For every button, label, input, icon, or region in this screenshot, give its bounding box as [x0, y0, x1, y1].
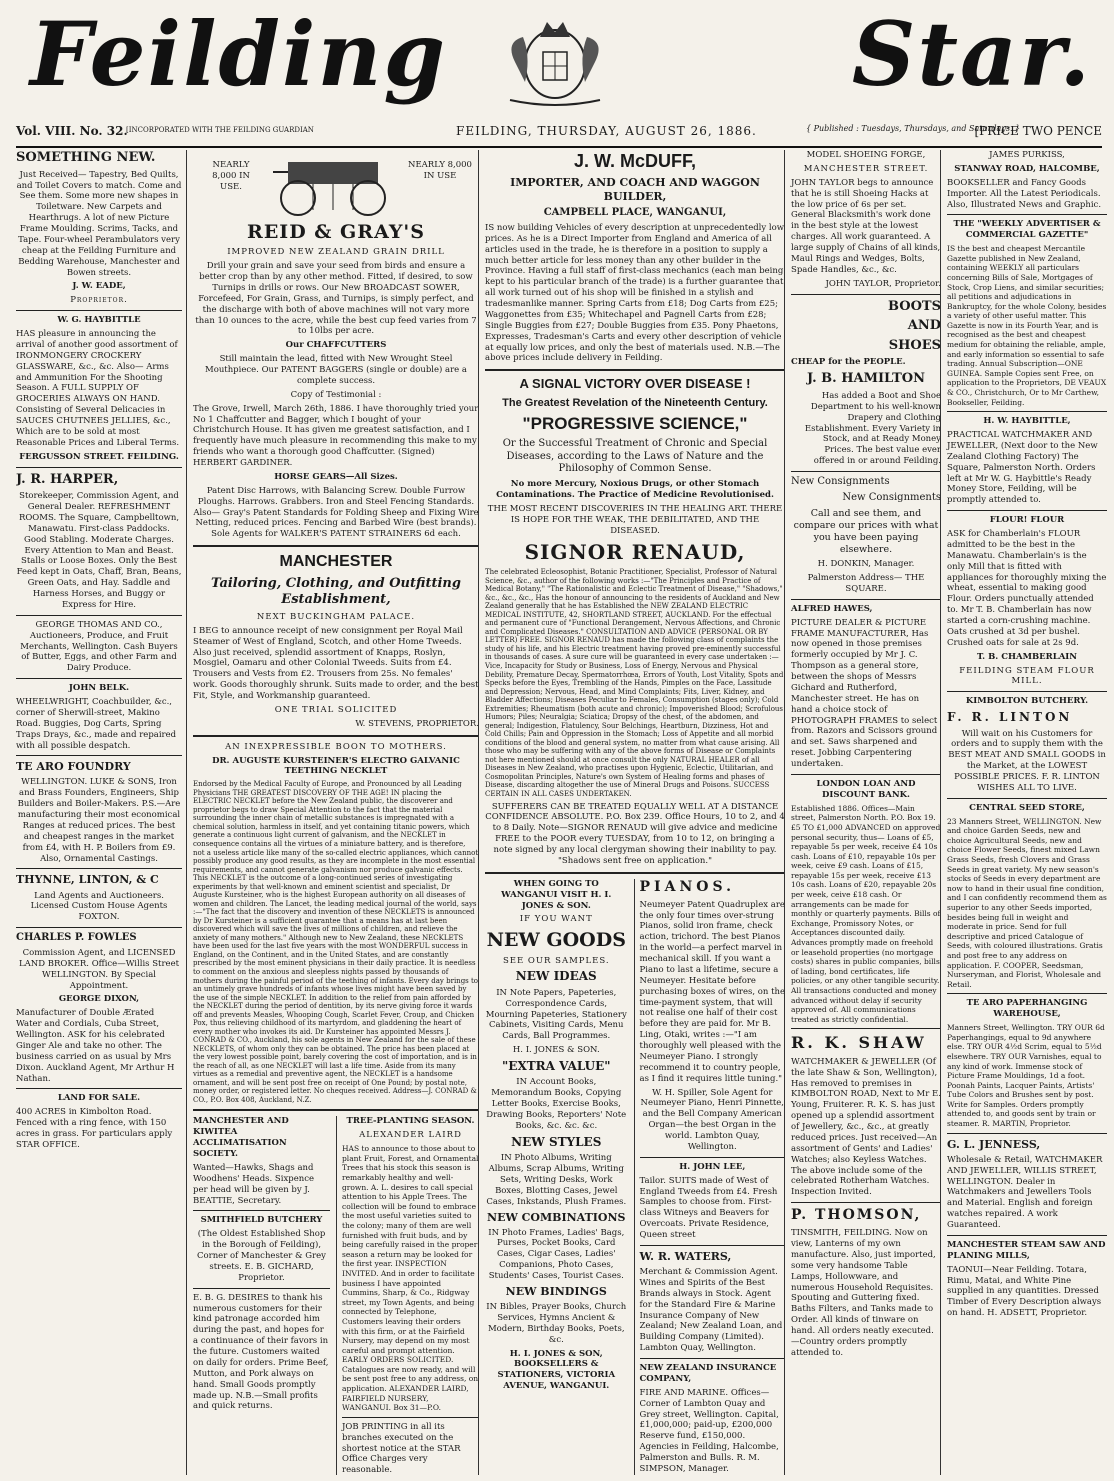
- bottom-ads-left: [193, 1116, 330, 1475]
- chaff-heading: Our CHAFFCUTTERS: [285, 340, 387, 351]
- haybittle-address: FERGUSSON STREET. FEILDING.: [19, 451, 179, 462]
- harper-name: J. R. HARPER,: [16, 471, 119, 487]
- gichard-body: E. B. G. DESIRES to thank his numerous customers for their kind patronage accorded him during the past, and hopes for a continuance of their favors in the future. Customers waited on daily for orders. Prime Beef, Mutton, and Pork always on hand. Small Goods promptly made up. N.B.—Small profits and quick returns.: [193, 1292, 329, 1412]
- pianos-body: Neumeyer Patent Quadruplex are the only four times over-strung Pianos, solid iron frame, check action, trichord. The best Pianos in the world—a perfect marvel in mechanical skill. If you want a Piano to last a lifetime, secure a Neumeyer. Hesitate before purchasing boxes of wires, on the time-payment system, that will not realise one half of their cost before they are paid for. Mr B. Ling, Otaki, writes :—"I am thoroughly well pleased with the Neumeyer Piano. I strongly recommend it to country people, as I find it requires little tuning.": [639, 899, 785, 1084]
- dateline-bar: [16, 118, 1102, 148]
- eade-proprietor: Proprietor.: [70, 295, 128, 306]
- jones-new-goods: NEW GOODS: [486, 929, 626, 952]
- forge-heading: MODEL SHOEING FORGE,: [806, 150, 926, 160]
- eade-body: Just Received— Tapestry, Bed Quilts, and Toilet Covers to match. Come and See them. Some more new shapes in Toiletware. New Carpets and Hearthrugs. A lot of new Picture Frame Moulding. Scrims, Tacks, and Tape. Four-wheel Perambulators very cheap at the Feilding Furniture and Bedding Warehouse, Manchester and Bowen streets.: [16, 169, 182, 278]
- piano-column: [634, 879, 785, 1475]
- forge-address: MANCHESTER STREET.: [803, 163, 929, 174]
- renaud-body: The celebrated Ecleosophist, Botanic Practitioner, Specialist, Professor of Natural Science, &c., author of the following works :—"The Principles and Practice of Medical Botany," "The Rationalistic and Eclectic Treatment of Disease," "Shadows," &c., &c., &c., Has the honour of announcing to the residents of Auckland and New Zealand generally that he has Established the NEW ZEALAND ELECTRIC MEDICAL INSTITUTE, 42, SHORTLAND STREET, AUCKLAND. For the effectual and permanent cure of "Functional Derangement, Nervous Affections, and Chronic and Complicated Diseases." CONSULTATION AND ADVICE (PERSONAL OR BY LETTER) FREE. SIGNOR RENAUD has made the following class of complaints the study of his life, and his Electric treatment having proved pre-eminently successful in thousands of cases. A sure cure will be guaranteed in every case undertaken :—Vice, Incapacity for Study or Business, Loss of Energy, Nervous and Physical Debility, Premature Decay, Spermatorrhœa, Errors of Youth, Lost Vitality, Spots and Specks before the Eyes, Trembling of the Hands, Pimples on the Face, Lassitude and Depression; Nervous, Head, and Mind Complaints; Fits, Liver, Kidney, and Bladder Affections; Diseases Peculiar to Females, Consumption (stages only); Cold Extremities; Rheumatism (both acute and chronic); Impoverished Blood; Scrofulous Humors; Piles; Neuralgia; Sciatica; Dropsy of the chest, of the abdomen, and general; Indigestion, Flatulency, Sour Belchings, Heartburn, Dizziness, Hot and Cold Chills; Pain and Oppression in the Stomach; Loss of Appetite and all morbid conditions of the blood and general system, no matter from what cause arising. All those who may be suffering with any of the above forms of Disease or Complaints not here mentioned should at once consult the only NATURAL HEALER of all Diseases in New Zealand, who practises upon Hygienic, Eclectic, Utilitarian, and Cosmopolitan Principles, Nature's own System of Healing forms and phases of Disease, discarding altogether the use of Mineral Drugs and Poisons. SUCCESS CERTAIN IN ALL CASES UNDERTAKEN.: [485, 568, 784, 798]
- belk-advert: [16, 683, 182, 751]
- flour-heading: FLOUR! FLOUR: [989, 515, 1065, 526]
- in-use-left: NEARLY 8,000 IN USE.: [212, 160, 250, 192]
- flour-signature: T. B. CHAMBERLAIN: [976, 651, 1078, 662]
- shoes-word: SHOES: [888, 337, 941, 353]
- bindings-heading: NEW BINDINGS: [505, 1284, 607, 1298]
- donkin-address: Palmerston Address— THE SQUARE.: [807, 573, 925, 594]
- shaw-heading: R. K. SHAW: [791, 1033, 927, 1053]
- boots-word: BOOTS: [888, 298, 941, 314]
- flour-body: ASK for Chamberlain's FLOUR admitted to be the best in the Manawatu. Chamberlain's is the only Mill that is fitted with appliances for thoroughly mixing the wheat, essential to making good Flour. Orders punctually attended to. Mr T. B. Chamberlain has now started a corn-crushing machine. Oats crushed at 3d per bushel. Crushed oats for sale at 2s 9d.: [947, 529, 1107, 648]
- jones-advert: [485, 879, 628, 1475]
- royal-crest-icon: [485, 2, 625, 112]
- hwh-body: PRACTICAL WATCHMAKER AND JEWELLER, (Next door to the New Zealand Clothing Factory) The Square, Palmerston North. Orders left at Mr W. G. Haybittle's Ready Money Store, Feilding, will be promptly attended to.: [947, 430, 1098, 506]
- combo-heading: NEW COMBINATIONS: [487, 1210, 626, 1224]
- pianos-heading: PIANOS.: [639, 878, 735, 895]
- hawes-heading: ALFRED HAWES,: [791, 603, 873, 614]
- haybittle-body: HAS pleasure in announcing the arrival of another good assortment of IRONMONGERY CROCKERY GLASSWARE, &c., &c. Also— Arms and Ammunition For the Shooting Season. A FULL SUPPLY OF GROCERIES ALWAYS ON HAND. Consisting of Several Delicacies in SAUCES CHUTNEES JELLIES, &c., Which are to be sold at most Reasonable Prices and Liberal Terms.: [16, 329, 180, 448]
- foundry-heading: TE ARO FOUNDRY: [16, 760, 131, 774]
- victory-subheading: The Greatest Revelation of the Nineteenth Century.: [502, 396, 768, 409]
- mcduff-body: IS now building Vehicles of every description at unprecedentedly low prices. As he is a Direct Importer from England and America of all articles used in the trade, he is therefore in a position to supply a much better article for less money than any other builder in the Province. Having a full staff of first-class mechanics (each man being kept to his particular branch of the trade) is a further guarantee that all work turned out of his shop will be finished in a stylish and tradesmanlike manner. Spring Carts from £18; Dog Carts from £25; Waggonettes from £35; Whitechapel and Pagnell Carts from £28; Single Buggies from £27; Double Buggies from £35. Pony Phaetons, Expresses, Tradesman's Carts and every other description of vehicle at equally low prices, and only the best of materials used. N.B.—The above prices include delivery in Feilding.: [485, 222, 785, 364]
- reid-body: Drill your grain and save your seed from birds and ensure a better crop than by any other method. Fitted, if desired, to sow Turnips in drills or rows. Our New BROADCAST SOWER, Forcefeed, For Grain, Grass, and Turnips, is simply perfect, and the discharge with both of above machines will not vary more than 10 ounces to the acre, while the best cup feed varies from 7 to 10lbs per acre.: [195, 261, 477, 337]
- ideas-heading: NEW IDEAS: [515, 969, 597, 984]
- column-2: [186, 150, 479, 1475]
- tree-heading: TREE-PLANTING SEASON.: [346, 1116, 475, 1127]
- incorporated-note: [INCORPORATED WITH THE FEILDING GUARDIAN: [126, 126, 314, 134]
- nzins-heading: NEW ZEALAND INSURANCE COMPANY,: [639, 1363, 777, 1384]
- linton-body: Will wait on his Customers for orders and to supply them with the BEST MEAT AND SMALL GOODS in the Market, at the LOWEST POSSIBLE PRICES. F. R. LINTON WISHES ALL TO LIVE.: [948, 728, 1106, 793]
- dixon-body: Manufacturer of Double Ærated Water and Cordials, Cuba Street, Wellington. ASK for his celebrated Ginger Ale and take no other. The business carried on as usual by Mrs Dixon. Auckland Agent, Mr Arthur H Nathan.: [16, 1008, 175, 1084]
- haybittle-advert: [16, 315, 182, 462]
- donkin-body: Call and see them, and compare our prices with what you have been paying elsewhere.: [793, 507, 939, 556]
- masthead-title-left: Feilding: [30, 2, 447, 106]
- jenness-heading: G. L. JENNESS,: [947, 1137, 1041, 1151]
- gazette-body: IS the best and cheapest Mercantile Gazette published in New Zealand, containing WEEKLY all particulars concerning Bills of Sale, Mortgages of Stock, Crop Liens, and similar securities; all petitions and adjudications in Bankruptcy, for the whole Colony, besides a variety of other useful matter. This Gazette is now in its Fourth Year, and is recognised as the best and cheapest medium for obtaining the reliable, ample, and early information so essential to safe trading. Annual Subscription—ONE GUINEA. Sample Copies sent Free, on application to the Proprietors, DE VEAUX & CO., Christchurch, Or to Mr Carthew, Bookseller, Feilding.: [947, 244, 1107, 407]
- styles-heading: NEW STYLES: [511, 1134, 602, 1149]
- sawmill-heading: MANCHESTER STEAM SAW AND PLANING MILLS,: [947, 1239, 1106, 1261]
- fowles-heading: CHARLES P. FOWLES: [16, 932, 137, 944]
- science-heading: "PROGRESSIVE SCIENCE,": [522, 414, 748, 434]
- bindings-body: IN Bibles, Prayer Books, Church Services, Hymns Ancient & Modern, Birthday Books, Poets, &c.: [486, 1302, 627, 1345]
- jones-final: H. I. JONES & SON, BOOKSELLERS & STATIONERS, VICTORIA AVENUE, WANGANUI.: [497, 1348, 616, 1392]
- kiwitea-heading: MANCHESTER AND KIWITEA ACCLIMATISATION SOCIETY.: [193, 1116, 289, 1160]
- cheap-line: CHEAP for the PEOPLE.: [791, 357, 906, 368]
- and-word: AND: [907, 318, 941, 334]
- seed-heading: CENTRAL SEED STORE,: [969, 802, 1085, 813]
- science-more: No more Mercury, Noxious Drugs, or other Stomach Contaminations. The Practice of Medicine Revolutionised.: [496, 479, 774, 501]
- waters-body: Merchant & Commission Agent. Wines and Spirits of the Best Brands always in Stock. Agent for the Standard Fire & Marine Insurance Company of New Zealand; New Zealand Loan, and Building Company (Limited). Lambton Quay, Wellington.: [639, 1267, 783, 1354]
- reid-subheading: IMPROVED NEW ZEALAND GRAIN DRILL: [227, 247, 445, 258]
- forge-body: JOHN TAYLOR begs to announce that he is still Shoeing Hacks at the low price of 6s per set. General Blacksmith's work done in the best style at the lowest charges. All work guaranteed. A large supply of Chains of all kinds, Maul Rings and Wedges, Bolts, Spade Handles, &c., &c.: [791, 177, 941, 275]
- thomas-advert: GEORGE THOMAS AND CO., Auctioneers, Produce, and Fruit Merchants, Wellington. Cash Buyers of Butter, Eggs, and other Farm and Dairy Produce.: [20, 619, 178, 674]
- testimonial-body: The Grove, Irwell, March 26th, 1886. I have thoroughly tried your No 1 Chaffcutter and Bagger, which I bought of your Christchurch House. It has given me greatest satisfaction, and I frequently have much pleasure in recommending this make to my friends who want a thorough good Chaffcutter. (Signed) HERBERT GARDINER.: [193, 403, 479, 469]
- column-4: [784, 150, 941, 1475]
- loan-heading: LONDON LOAN AND DISCOUNT BANK.: [816, 778, 916, 800]
- grain-drill-figure: [193, 150, 479, 220]
- manchester-heading: MANCHESTER: [279, 553, 393, 571]
- mcduff-heading: J. W. McDUFF,: [573, 151, 696, 171]
- victory-heading: A SIGNAL VICTORY OVER DISEASE !: [519, 376, 751, 392]
- lee-body: Tailor. SUITS made of West of England Tweeds from £4. Fresh Samples to choose from. First-class Witneys and Beavers for Overcoats. Private Residence, Queen street: [639, 1175, 778, 1241]
- linton-heading: KIMBOLTON BUTCHERY.: [965, 696, 1089, 707]
- testimonial-heading: Copy of Testimonial :: [290, 389, 382, 400]
- donkin-signature: H. DONKIN, Manager.: [817, 559, 915, 570]
- manchester-address: NEXT BUCKINGHAM PALACE.: [256, 611, 416, 622]
- shaw-body: WATCHMAKER & JEWELLER (Of the late Shaw & Son, Wellington), Has removed to premises in KIMBOLTON ROAD, Next to Mr E. Young, Fruiterer. R. K. S. has just opened up a splendid assortment of Jewellery, &c., &c., at greatly reduced prices. Just received—An assortment of Gents' and Ladies' Watches; also Keyless Watches. The above include some of the celebrated Rotherham Watches. Inspection Invited.: [791, 1056, 941, 1198]
- fowles-body: Commission Agent, and LICENSED LAND BROKER. Office—Willis Street WELLINGTON. By Special Appointment.: [18, 947, 180, 991]
- eade-signature: J. W. EADE,: [72, 281, 126, 292]
- jones-signature: H. I. JONES & SON.: [512, 1045, 600, 1056]
- science-discoveries: THE MOST RECENT DISCOVERIES IN THE HEALING ART. THERE IS HOPE FOR THE WEAK, THE DEBILITATED, AND THE DISEASED.: [487, 503, 783, 536]
- bottom-ads-right: [336, 1116, 479, 1475]
- styles-body: IN Photo Albums, Writing Albums, Scrap Albums, Writing Sets, Writing Desks, Work Boxes, Blotting Cases, Jewel Cases, Inkstands, Plush Frames.: [486, 1153, 627, 1207]
- seed-body: 23 Manners Street, WELLINGTON. New and choice Garden Seeds, new and choice Agricultural Seeds, new and choice Flower Seeds, finest mixed Lawn Grass Seeds, fresh Clovers and Grass Seeds in great variety. My new season's stocks of Seeds in every department are now to hand in their usual fine condition, and I can confidently recommend them as superior to any other Seeds imported, besides being full in weight and moderate in price. Send for full descriptive and priced Catalogue of Seeds, with coloured illustrations. Gratis and post free to any address on application. F. COOPER, Seedsman, Nurseryman, and Florist, Wholesale and Retail.: [947, 816, 1107, 989]
- masthead-title-right: Star.: [851, 2, 1092, 106]
- masthead: [0, 0, 1114, 118]
- flour-mill: FEILDING STEAM FLOUR MILL.: [959, 665, 1095, 687]
- column-3: [478, 150, 785, 1475]
- linton-name: F. R. LINTON: [947, 710, 1073, 725]
- dixon-name: GEORGE DIXON,: [58, 994, 140, 1005]
- in-use-right: NEARLY 8,000 IN USE: [408, 160, 472, 181]
- eade-heading: SOMETHING NEW.: [16, 150, 156, 165]
- renaud-heading: SIGNOR RENAUD,: [524, 539, 746, 564]
- hamilton-name: J. B. HAMILTON: [806, 371, 926, 387]
- grain-drill-icon: [268, 150, 398, 218]
- mcduff-subheading: IMPORTER, AND COACH AND WAGGON BUILDER,: [510, 176, 760, 204]
- manchester-signature: W. STEVENS, PROPRIETOR.: [355, 718, 479, 729]
- printing-body: JOB PRINTING in all its branches executed on the shortest notice at the STAR Office Charges very reasonable.: [342, 1421, 461, 1475]
- gazette-heading: THE "WEEKLY ADVERTISER & COMMERCIAL GAZETTE": [953, 219, 1101, 241]
- bottom-ads-row: [193, 1116, 479, 1475]
- jenness-body: Wholesale & Retail, WATCHMAKER AND JEWELLER, WILLIS STREET, WELLINGTON. Dealer in Watchmakers and Jewellers Tools and Material. English and foreign watches repaired. A work Guaranteed.: [947, 1154, 1103, 1230]
- manchester-body: I BEG to announce receipt of new consignment per Royal Mail Steamer of West of England, Scotch, and other Home Tweeds. Also just received, splendid assortment of Knapps, Roslyn, Mosgiel, Oamaru and other Colonial Tweeds. Suits from £4. Trousers and Vests from £2. Trousers from 25s. No females' work. Goods thoroughly shrunk. Suits made to order, and the best Fit, Style, and Workmanship guaranteed.: [193, 625, 479, 702]
- gears-body: Patent Disc Harrows, with Balancing Screw. Double Furrow Ploughs. Harrows. Grabbers. Iron and Steel Fencing Standards. Also— Gray's Patent Standards for Folding Sheep and Fixing Wire Netting, reduced prices. Fencing and Barbed Wire (best brands). Sole Agents for WALKER'S PATENT STRAINERS 6d each.: [193, 485, 479, 540]
- dateline: FEILDING, THURSDAY, AUGUST 26, 1886.: [456, 124, 757, 138]
- belk-name: JOHN BELK.: [68, 683, 130, 694]
- jones-samples: SEE OUR SAMPLES.: [502, 955, 610, 966]
- sawmill-body: TAONUI—Near Feilding. Totara, Rimu, Matai, and White Pine supplied in any quantities. Dressed Timber of Every Description always on hand. H. ADSETT, Proprietor.: [947, 1264, 1102, 1319]
- nzins-body: FIRE AND MARINE. Offices—Corner of Lambton Quay and Grey street, Wellington. Capital, £1,000,000; paid-up, £200,000 Reserve fund, £150,000. Agencies in Feilding, Halcombe, Palmerston and Bulls. R. M. SIMPSON, Manager.: [639, 1387, 779, 1474]
- land-body: 400 ACRES in Kimbolton Road. Fenced with a ring fence, with 150 acres in grass. For particulars apply STAR OFFICE.: [16, 1107, 173, 1150]
- jones-want: IF YOU WANT: [519, 914, 593, 925]
- volume-number: Vol. VIII. No. 32.: [16, 124, 128, 138]
- forge-signature: JOHN TAYLOR, Proprietor.: [825, 278, 941, 289]
- purkiss-body: BOOKSELLER and Fancy Goods Importer. All the Latest Periodicals. Also, Illustrated News and Graphic.: [947, 177, 1102, 210]
- land-heading: LAND FOR SALE.: [57, 1093, 141, 1104]
- necklet-title: DR. AUGUSTE KURSTEINER'S ELECTRO GALVANIC TEETHING NECKLET: [212, 755, 460, 777]
- hamilton-body: Has added a Boot and Shoe Department to his well-known Drapery and Clothing Establishment. Every Variety in Stock, and at Ready Money Prices. The best value ever offered in or around Feilding.: [804, 390, 941, 467]
- gears-heading: HORSE GEARS—All Sizes.: [274, 471, 398, 482]
- harper-advert: [16, 472, 182, 611]
- publication-days: { Published : Tuesdays, Thursdays, and Saturdays. }: [806, 124, 1021, 133]
- hawes-body: PICTURE DEALER & PICTURE FRAME MANUFACTURER, Has now opened in those premises formerly occupied by Mr J. C. Thompson as a general store, between the shops of Messrs Gichard and Rutherford, Manchester street. He has on hand a choice stock of PHOTOGRAPH FRAMES to select from. Razors and Scissors ground and set. Saws sharpened and reset. Jobbing Carpentering undertaken.: [791, 617, 938, 770]
- belk-body: WHEELWRIGHT, Coachbuilder, &c., corner of Sherwill-street, Makino Road. Buggies, Dog Carts, Spring Traps Drays, &c., made and repaired with all possible despatch.: [16, 697, 177, 751]
- purkiss-address: STANWAY ROAD, HALCOMBE,: [954, 163, 1100, 174]
- tree-name: ALEXANDER LAIRD: [359, 1130, 462, 1141]
- foundry-advert: [16, 760, 182, 864]
- ideas-body: IN Note Papers, Papeteries, Correspondence Cards, Mourning Papeteries, Stationery Cabinets, Visiting Cards, Menu Cards, Ball Programmes.: [485, 987, 627, 1042]
- paper-body: Manners Street, Wellington. TRY OUR 6d Paperhangings, equal to 9d anywhere else. TRY OUR 4½d Scrim, equal to 5½d elsewhere. TRY OUR Varnishes, equal to any kind of work. Immense stock of Picture Frame Mouldings, 1d a foot. Poonah Paints, Lacquer Paints, Artists' Tube Colors and Brushes sent by post. Write for Samples. Orders promptly attended to, and goods sent by train or steamer. R. MARTIN, Proprietor.: [947, 1023, 1105, 1129]
- thynne-heading: THYNNE, LINTON, & C: [16, 873, 159, 887]
- renaud-footer: SUFFERERS CAN BE TREATED EQUALLY WELL AT A DISTANCE CONFIDENCE ABSOLUTE. P.O. Box 239. Office Hours, 10 to 2, and 4 to 8 Daily. Note—SIGNOR RENAUD will give advice and medicine FREE to the POOR every TUESDAY, from 10 to 12, on bringing a note signed by any local clergyman showing their inability to pay. "Shadows sent free on application.": [485, 801, 785, 866]
- jones-heading: WHEN GOING TO WANGANUI VISIT H. I. JONES & SON.: [501, 878, 612, 911]
- manchester-trial: ONE TRIAL SOLICITED: [274, 704, 398, 715]
- donkin-heading: New Consignments: [791, 476, 890, 487]
- spiller-signature: W. H. Spiller, Sole Agent for Neumeyer Piano, Henri Pinnette, and the Bell Company American Organ—the best Organ in the world. Lambton Quay, Wellington.: [640, 1087, 785, 1152]
- butchery-body: (The Oldest Established Shop in the Borough of Feilding), Corner of Manchester & Grey streets. E. B. GICHARD, Proprietor.: [197, 1229, 326, 1283]
- eade-advert: [16, 150, 182, 306]
- extra-body: IN Account Books, Memorandum Books, Copying Letter Books, Exercise Books, Drawing Books, Reporters' Note Books, &c. &c. &c.: [486, 1077, 627, 1131]
- thomson-body: TINSMITH, FEILDING. Now on view, Lanterns of my own manufacture. Also, just imported, some very handsome Table Lamps, Hollowware, and numerous Household Requisites. Spouting and Guttering fixed. Baths Filters, and Tanks made to Order. All kinds of tinware on hand. All orders neatly executed.—Country orders promptly attended to.: [791, 1228, 936, 1358]
- donkin-heading-2: New Consignments: [842, 491, 941, 503]
- price: [PRICE TWO PENCE: [974, 124, 1102, 138]
- thomson-heading: P. THOMSON,: [791, 1207, 922, 1224]
- necklet-heading: AN INEXPRESSIBLE BOON TO MOTHERS.: [225, 741, 447, 752]
- loan-body: Established 1886. Offices—Main street, Palmerston North. P.O. Box 19. £5 TO £1,000 ADVANCED on approved personal security, thus— Loans of £5, repayable 5s per week, receive £4 10s cash. Loans of £10, repayable 10s per week, ceive £9 cash. Loans of £15, repayable 15s per week, receive £13 10s cash. Loans of £20, repayable 20s per week, ceive £18 cash. Or arrangements can be made for monthly or quarterly payments. Bills of Exchange, Promissory Notes, or Acceptances discounted daily. Advances promptly made on freehold or leasehold properties (no mortgage costs) shares in public companies, bills of lading, bond certificates, life policies, or any other tangible security. All transactions conducted and money advanced without delay if security approved of. All communications treated as strictly confidential.: [791, 803, 941, 1024]
- lee-name: H. JOHN LEE,: [679, 1161, 746, 1172]
- column-5: [940, 150, 1107, 1475]
- science-subheading: Or the Successful Treatment of Chronic and Special Diseases, according to the Laws of Nature and the Philosophy of Common Sense.: [502, 437, 768, 475]
- kiwitea-body: Wanted—Hawks, Shags and Woodhens' Heads. Sixpence per head will be given by J. BEATTIE, Secretary.: [193, 1162, 315, 1206]
- necklet-body: Endorsed by the Medical Faculty of Europe, and Pronounced by all Leading Physicians THE GREATEST DISCOVERY OF THE AGE! IN placing the ELECTRIC NECKLET before the New Zealand public, the discoverer and proprietor begs to draw Special Attention to the fact that the material surrounding the inner chain of metallic substances is impregnated with a chemical solution, harmless in itself, and yet containing titanic powers, which generate a continuous light current of galvanism, and the NECKLET in consequence contains all the virtues of a miniature battery, and is therefore, not a useless article like many of the so-called electric appliances, which cannot possibly produce any good results, as they are incomplete in the most essential requirements, and cannot generate galvanism nor produce galvanic effects. This NECKLET is the outcome of a long-continued series of investigating experiments by that well-known and eminent scientist and specialist, Dr Auguste Kursteiner, who is the highest European authority on all diseases of women and children. The Lancet, the leading medical journal of the world, says :—"The fact that the discovery and invention of these NECKLETS is announced by Dr Kursteiner is a sufficient guarantee that a means has at last been discovered which will save the lives of millions of children, and relieve the anxiety of many mothers." Although new to New Zealand, these NECKLETS have been used for the last five years with the most WONDERFUL success in England, on the Continent, and in the United States, and are constantly prescribed by the most eminent physicians in their daily practice. It is needless to comment on the anxious and sleepless nights passed by thousands of mothers during the painful period of the teething of infants. Every day brings to an untimely grave hundreds of infants whose lives might have been saved by the use of the simple NECKLET. In addition to the relief from pain afforded by the NECKLET during the period of dentition, by its nerve giving force it wards off and prevents Measles, Whooping Cough, Scarlet Fever, Croup, and Chicken Pox, thus relieving childhood of its martyrdom, and gladdening the heart of every mother who invokes its aid. Dr Kursteiner has appointed Messrs J. CONRAD & CO., Auckland, his sole agents in New Zealand for the sale of these NECKLETS, of whom only they can be obtained. The price has been placed at the very lowest possible point, barely covering the cost of importation, and is in the reach of all, as one NECKLET will last a life time. Aside from its many virtues as a remedial and preventive agent, the NECKLET is a handsome ornament, and will be sent post free on receipt of One Pound; by postal note, money order, or registered letter. No cheques received. Address—J. CONRAD & CO., P.O. Box 408, Auckland, N.Z.: [193, 780, 479, 1104]
- combo-body: IN Photo Frames, Ladies' Bags, Purses, Pocket Books, Card Cases, Cigar Cases, Ladies' Companions, Photo Cases, Students' Cases, Tourist Cases.: [488, 1227, 625, 1282]
- manchester-subheading: Tailoring, Clothing, and Outfitting Establishment,: [211, 575, 461, 608]
- reid-heading: REID & GRAY'S: [247, 221, 425, 243]
- tree-body: HAS to announce to those about to plant Fruit, Forest, and Ornamental Trees that his stock this season is remarkably healthy and well-grown. A. L. desires to call special attention to his Apple Trees. The collection will be found to embrace the most useful varieties suited to the colony; many of them are well furnished with fruit buds, and by being carefully raised in the proper season a return may be looked for the first year. INSPECTION INVITED. And in order to facilitate business I have appointed Cummins, Sharp, & Co., Ridgway street, my Town Agents, and being connected by Telephone, Customers leaving their orders with this firm, or at the Fairfield Nursery, may depend on my most careful and prompt attention. EARLY ORDERS SOLICITED. Catalogues are now ready, and will be sent post free to any address, on application. ALEXANDER LAIRD, FAIRFIELD NURSERY, WANGANUI. Box 31—P.O.: [342, 1144, 479, 1413]
- lower-ads-row: [485, 879, 785, 1475]
- haybittle-name: W. G. HAYBITTLE: [57, 315, 141, 326]
- butchery-heading: SMITHFIELD BUTCHERY: [200, 1215, 323, 1226]
- chaff-body: Still maintain the lead, fitted with New Wrought Steel Mouthpiece. Our PATENT BAGGERS (single or double) are a complete success.: [205, 354, 467, 386]
- harper-body: Storekeeper, Commission Agent, and General Dealer. REFRESHMENT ROOMS. The Square, Campbelltown, Manawatu. First-class Paddocks. Good Stabling. Moderate Charges. Every Attention to Man and Beast. Stalls or Loose Boxes. Only the Best Feed kept in Oats, Chaff, Bran, Beans, Green Oats, and Hay. Saddle and Harness Horses, and Buggy or Express for Hire.: [16, 491, 182, 610]
- extra-heading: "EXTRA VALUE": [502, 1059, 611, 1074]
- waters-heading: W. R. WATERS,: [639, 1249, 732, 1263]
- thynne-body: Land Agents and Auctioneers. Licensed Custom House Agents FOXTON.: [30, 890, 168, 923]
- paper-heading: TE ARO PAPERHANGING WAREHOUSE,: [966, 998, 1088, 1020]
- foundry-body: WELLINGTON. LUKE & SONS, Iron and Brass Founders, Engineers, Ship Builders and Boiler-Makers. P.S.—Are manufacturing their most economical Ranges at reduced prices. The best and cheapest ranges in the market from £4, with H. P. Boilers from £9. Also, Ornamental Castings.: [17, 777, 181, 864]
- column-1: [16, 150, 182, 1475]
- hwh-heading: H. W. HAYBITTLE,: [983, 416, 1071, 427]
- purkiss-heading: JAMES PURKISS,: [989, 150, 1065, 160]
- mcduff-address: CAMPBELL PLACE, WANGANUI,: [543, 207, 727, 219]
